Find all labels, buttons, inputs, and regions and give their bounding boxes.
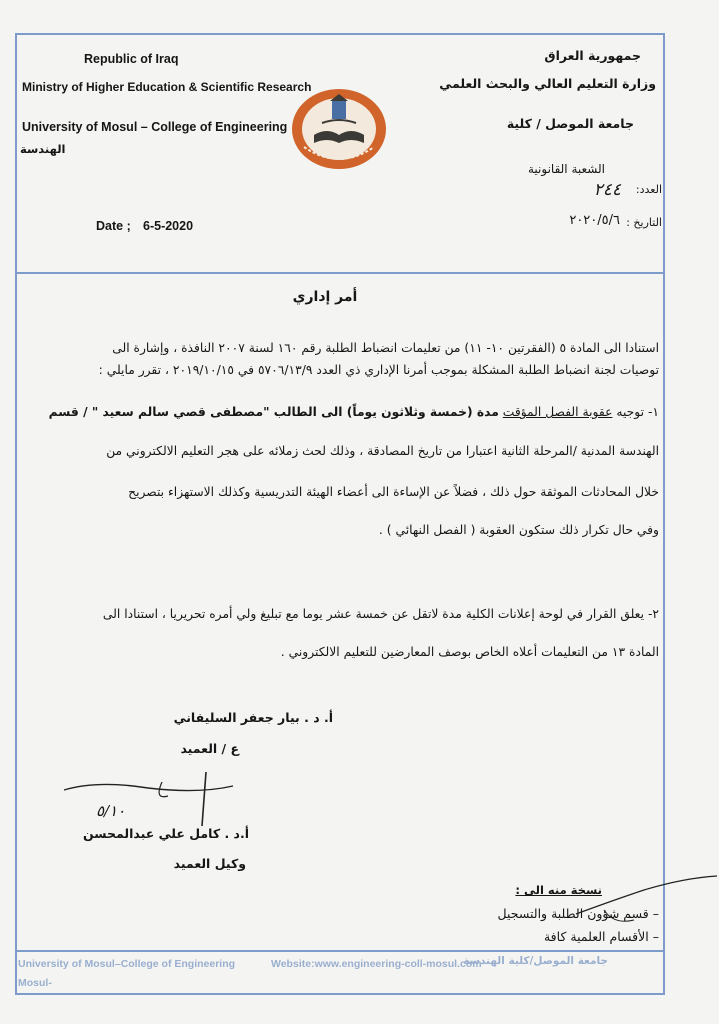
intro-line-1: استنادا الى المادة ٥ (الفقرتين ١٠- ١١) من تعليمات انضباط الطلبة رقم ١٦٠ لسنة ٢٠٠٧ النافذة ، وإشارة الى <box>112 341 659 355</box>
item-1-penalty: عقوبة الفصل المؤقت <box>502 405 613 419</box>
date-ar-value: ٢٠٢٠/٥/٦ <box>569 213 620 228</box>
handwritten-signature <box>58 770 238 830</box>
item-1-line-1 <box>49 405 659 419</box>
item-2-line-2: المادة ١٣ من التعليمات أعلاه الخاص بوصف المعارضين للتعليم الالكتروني . <box>280 645 659 659</box>
university-en: University of Mosul – College of Engineering <box>22 120 288 134</box>
header-divider <box>15 272 665 274</box>
footer-university-en: University of Mosul–College of Engineering <box>18 958 236 970</box>
footer-website: Website:www.engineering-coll-mosul.com <box>271 958 482 970</box>
number-value: ٢٤٤ <box>593 180 621 200</box>
republic-en: Republic of Iraq <box>84 52 179 66</box>
date-label: Date ; <box>96 219 131 233</box>
dean-title: ع / العميد <box>180 741 239 756</box>
vice-dean-title: وكيل العميد <box>173 856 246 871</box>
page-border <box>15 33 665 995</box>
date-value: 6-5-2020 <box>143 219 194 233</box>
university-logo <box>290 87 388 171</box>
footer-mosul: Mosul- <box>18 977 52 989</box>
document-title: أمر إداري <box>292 289 358 305</box>
item-1-line-2: الهندسة المدنية /المرحلة الثانية اعتبارا من تاريخ المصادقة ، وذلك لحث زملائه على هجر التعليم الالكتروني من <box>106 444 659 458</box>
item-1-line-4: وفي حال تكرار ذلك ستكون العقوبة ( الفصل النهائي ) . <box>378 523 659 537</box>
department-ar: الهندسة <box>20 142 66 156</box>
initial-mark <box>574 870 719 930</box>
copies-item-1: – قسم شؤون الطلبة والتسجيل <box>497 906 659 921</box>
item-2-line-1: ٢- يعلق القرار في لوحة إعلانات الكلية مدة لاتقل عن خمسة عشر يوما مع تبليغ ولي أمره تحريريا ، استنادا الى <box>102 607 659 621</box>
ministry-ar: وزارة التعليم العالي والبحث العلمي <box>439 76 656 91</box>
item-1-rest: مدة (خمسة وثلاثون يوماً) الى الطالب "مصطفى قصي سالم سعيد " / قسم <box>48 405 499 419</box>
copies-title: نسخة منه الى : <box>515 883 602 897</box>
footer-divider <box>15 950 665 952</box>
item-1-number: ١- توجيه <box>616 405 659 419</box>
republic-ar: جمهورية العراق <box>544 48 641 63</box>
number-label: العدد: <box>635 183 662 196</box>
signature-number: ٥/١٠ <box>96 802 126 820</box>
vice-dean-name: أ.د . كامل علي عبدالمحسن <box>83 826 249 841</box>
legal-division: الشعبة القانونية <box>527 162 605 176</box>
dean-name: أ. د . بيار جعفر السليفاني <box>173 710 333 725</box>
item-1-line-3: خلال المحادثات الموثقة حول ذلك ، فضلاً عن الإساءة الى أعضاء الهيئة التدريسية وكذلك الاستهزاء بتصريح <box>128 485 659 499</box>
university-ar: جامعة الموصل / كلية <box>506 116 634 131</box>
ministry-en: Ministry of Higher Education & Scientific Research <box>22 80 312 94</box>
intro-line-2: توصيات لجنة انضباط الطلبة المشكلة بموجب أمرنا الإداري ذي العدد ٥٧٠٦/١٣/٩ في ٢٠١٩/١٠/١٥ ، تقرر مايلي : <box>98 363 659 377</box>
footer-university-ar: جامعة الموصل/كلية الهندسة <box>463 955 608 967</box>
copies-item-2: – الأقسام العلمية كافة <box>543 929 659 944</box>
date-ar-label: التاريخ : <box>626 216 662 229</box>
